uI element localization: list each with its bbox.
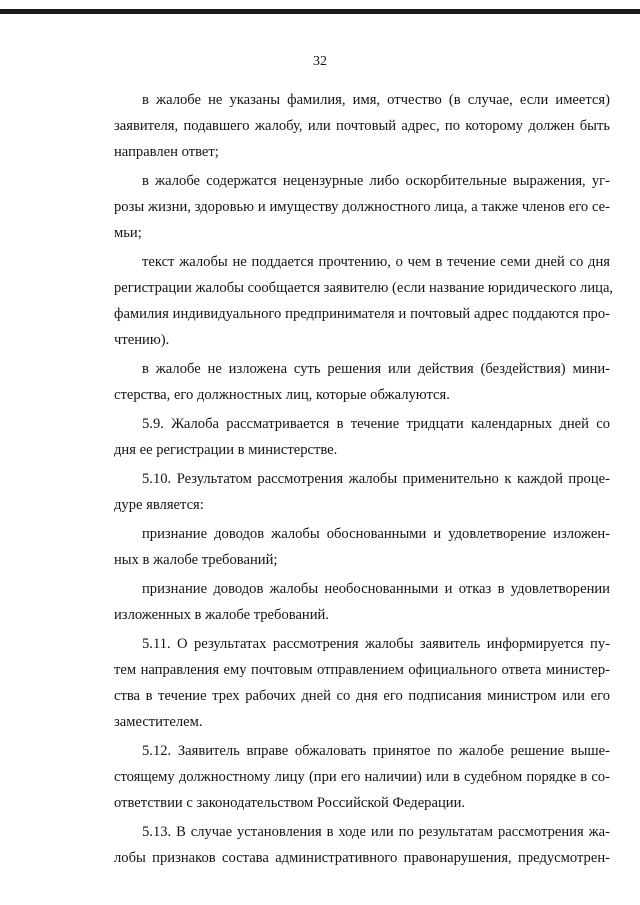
text-line: 5.13. В случае установления в ходе или по результатам рассмотрения жа- [142,824,610,840]
text-line: регистрации жалобы сообщается заявителю (если название юридического лица, [114,280,614,296]
text-line: заявителя, подавшего жалобу, или почтовый адрес, по которому должен быть [114,118,610,134]
text-line: чтению). [114,332,170,348]
scan-top-border [0,9,640,14]
text-line: изложенных в жалобе требований. [114,607,330,623]
text-line: текст жалобы не поддается прочтению, о чем в течение семи дней со дня [142,254,610,270]
text-line: ных в жалобе требований; [114,552,278,568]
page-number: 32 [313,54,327,69]
text-line: 5.11. О результатах рассмотрения жалобы заявитель информируется пу- [142,636,610,652]
text-line: 5.12. Заявитель вправе обжаловать принятое по жалобе решение выше- [142,743,610,759]
text-line: направлен ответ; [114,144,219,160]
text-line: в жалобе не изложена суть решения или действия (бездействия) мини- [142,361,610,377]
text-line: фамилия индивидуального предпринимателя и почтовый адрес поддаются про- [114,306,610,322]
text-line: ответствии с законодательством Российской Федерации. [114,795,466,811]
text-line: лобы признаков состава административного правонарушения, предусмотрен- [114,850,610,866]
text-line: признание доводов жалобы необоснованными и отказ в удовлетворении [142,581,610,597]
text-line: мьи; [114,225,142,241]
text-line: в жалобе не указаны фамилия, имя, отчество (в случае, если имеется) [142,92,610,108]
text-line: стерства, его должностных лиц, которые обжалуются. [114,387,450,403]
text-line: заместителем. [114,714,203,730]
text-line: признание доводов жалобы обоснованными и удовлетворение изложен- [142,526,610,542]
text-line: стоящему должностному лицу (при его наличии) или в судебном порядке в со- [114,769,610,785]
text-line: в жалобе содержатся нецензурные либо оскорбительные выражения, уг- [142,173,610,189]
text-line: дуре является: [114,497,204,513]
text-line: дня ее регистрации в министерстве. [114,442,338,458]
text-line: 5.9. Жалоба рассматривается в течение тридцати календарных дней со [142,416,610,432]
text-line: розы жизни, здоровью и имуществу должностного лица, а также членов его се- [114,199,610,215]
document-body [114,87,614,871]
text-line: ства в течение трех рабочих дней со дня его подписания министром или его [114,688,610,704]
text-line: тем направления ему почтовым отправлением официального ответа министер- [114,662,610,678]
text-line: 5.10. Результатом рассмотрения жалобы применительно к каждой проце- [142,471,610,487]
